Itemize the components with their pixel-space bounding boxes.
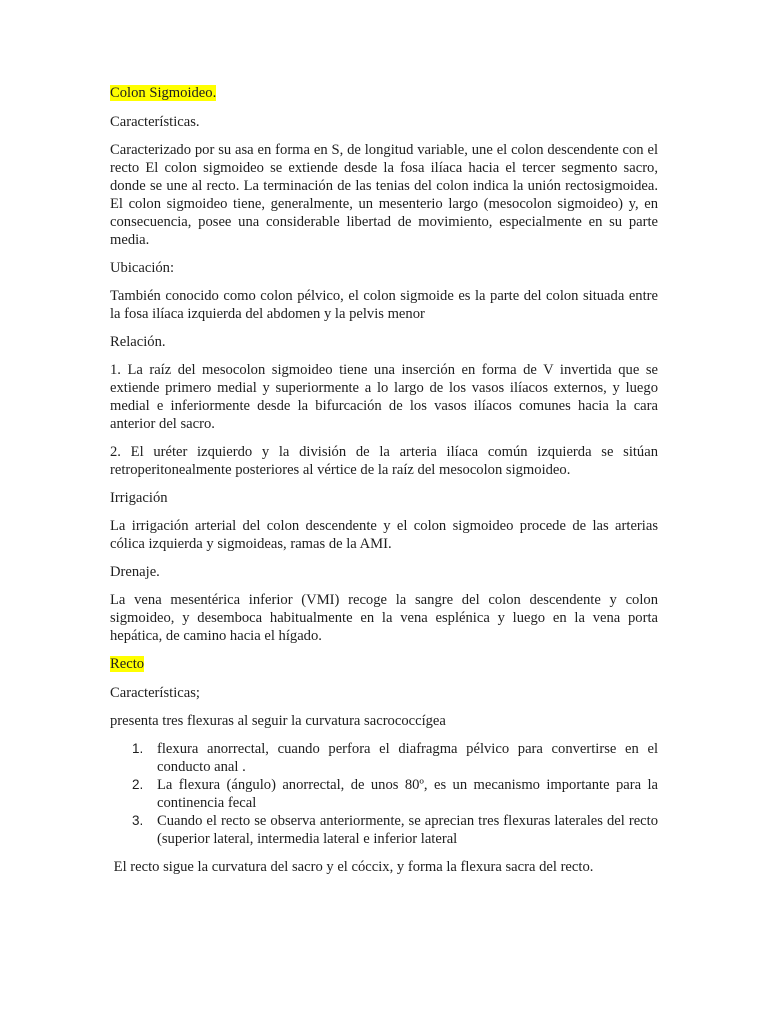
colon-ubicacion-text: También conocido como colon pélvico, el colon sigmoide es la parte del colon situada entre la fosa ilíaca izquierda del abdomen y la pelvis menor xyxy=(110,288,658,322)
list-item-number: 1. xyxy=(132,741,144,756)
recto-heading xyxy=(110,655,658,673)
list-item xyxy=(110,812,658,848)
colon-irrigacion-label: Irrigación xyxy=(110,490,168,506)
list-item-number: 3. xyxy=(132,813,144,828)
colon-heading-highlight: Colon Sigmoideo. xyxy=(110,85,217,101)
list-item xyxy=(110,740,658,776)
list-item-text: flexura anorrectal, cuando perfora el diafragma pélvico para convertirse en el conducto anal . xyxy=(157,741,658,775)
list-item xyxy=(110,776,658,812)
document-page xyxy=(110,84,658,886)
colon-irrigacion-text: La irrigación arterial del colon descendente y el colon sigmoideo procede de las arterias cólica izquierda y sigmoideas, ramas de la AMI. xyxy=(110,518,658,552)
colon-drenaje-text: La vena mesentérica inferior (VMI) recoge la sangre del colon descendente y colon sigmoideo, y desemboca habitualmente en la vena esplénica y luego en la vena porta hepática, de camino hacia el hígado. xyxy=(110,592,658,644)
colon-drenaje-label: Drenaje. xyxy=(110,564,160,580)
colon-ubicacion-label: Ubicación: xyxy=(110,260,175,276)
recto-intro-text: presenta tres flexuras al seguir la curvatura sacrococcígea xyxy=(110,713,446,729)
list-item-text: La flexura (ángulo) anorrectal, de unos 80º, es un mecanismo importante para la continencia fecal xyxy=(157,777,658,811)
colon-relacion-label: Relación. xyxy=(110,334,166,350)
colon-sigmoideo-heading xyxy=(110,84,658,102)
recto-flexuras-list xyxy=(110,740,658,848)
colon-caracteristicas-label: Características. xyxy=(110,114,200,130)
recto-caracteristicas-label: Características; xyxy=(110,685,200,701)
list-item-number: 2. xyxy=(132,777,144,792)
colon-relacion-item-2: 2. El uréter izquierdo y la división de la arteria ilíaca común izquierda se sitúan retroperitonealmente posteriores al vértice de la raíz del mesocolon sigmoideo. xyxy=(110,444,658,478)
recto-cierre-text: El recto sigue la curvatura del sacro y el cóccix, y forma la flexura sacra del recto. xyxy=(110,859,594,875)
colon-relacion-item-1: 1. La raíz del mesocolon sigmoideo tiene una inserción en forma de V invertida que se extiende primero medial y superiormente a lo largo de los vasos ilíacos externos, y luego medial e inferiormente desde la bifurcación de los vasos ilíacos comunes hacia la cara anterior del sacro. xyxy=(110,362,658,432)
recto-heading-highlight: Recto xyxy=(110,656,145,672)
list-item-text: Cuando el recto se observa anteriormente, se aprecian tres flexuras laterales del recto (superior lateral, intermedia lateral e inferior lateral xyxy=(157,813,658,847)
colon-caracteristicas-text: Caracterizado por su asa en forma en S, de longitud variable, une el colon descendente con el recto El colon sigmoideo se extiende desde la fosa ilíaca hacia el tercer segmento sacro, donde se une al recto. La terminación de las tenias del colon indica la unión rectosigmoidea. El colon sigmoideo tiene, generalmente, un mesenterio largo (mesocolon sigmoideo) y, en consecuencia, posee una considerable libertad de movimiento, especialmente en su parte media. xyxy=(110,142,658,248)
